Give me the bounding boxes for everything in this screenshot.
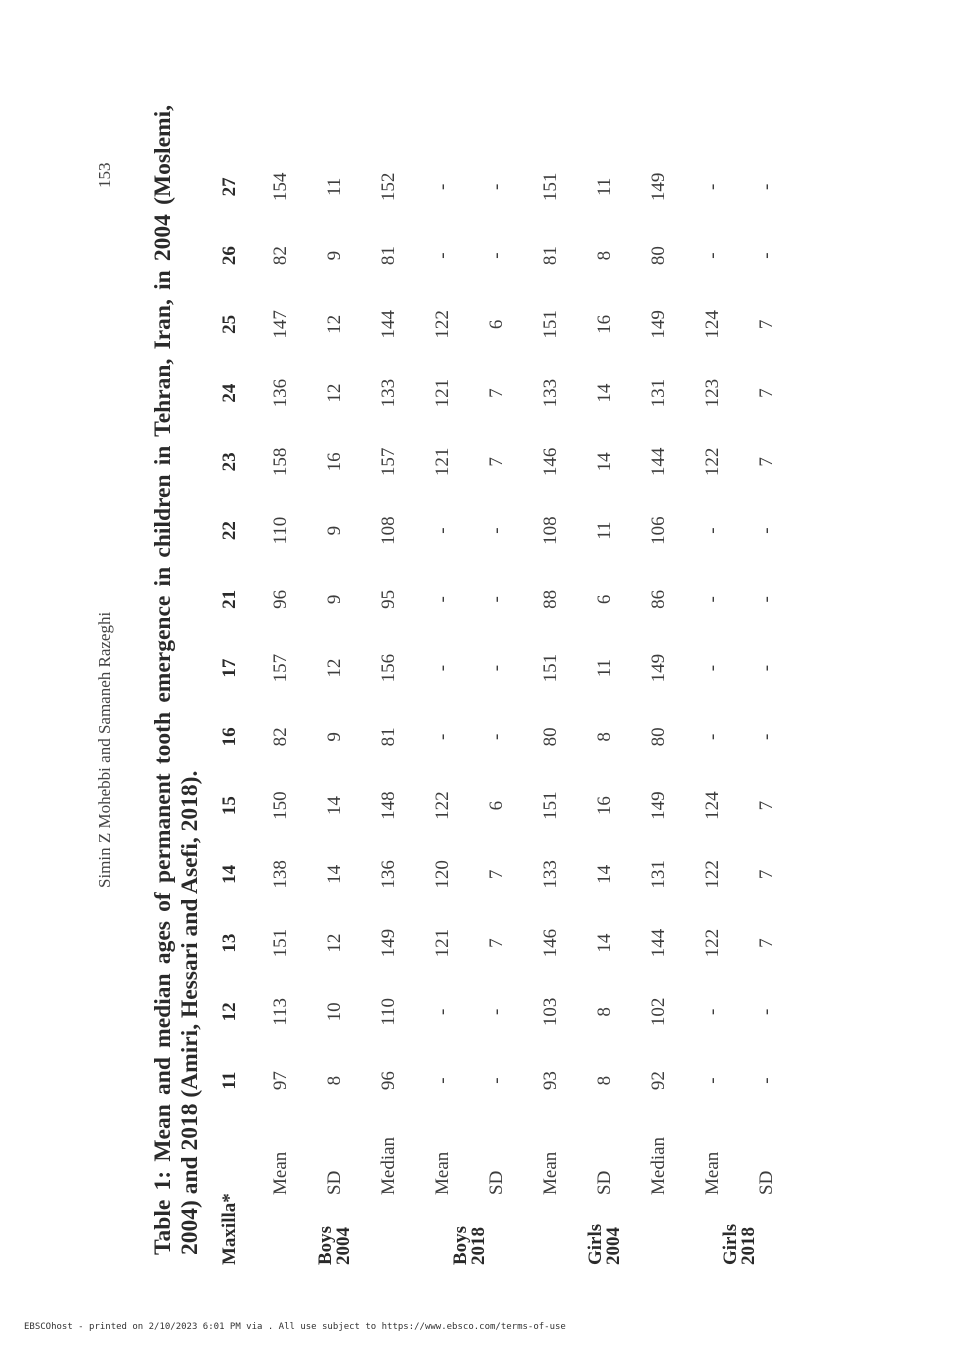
table-cell: -	[432, 252, 453, 259]
table-cell: 7	[486, 938, 507, 948]
table-cell: 81	[540, 246, 561, 266]
table-cell: 7	[756, 319, 777, 330]
table-cell: 8	[594, 1075, 615, 1086]
stat-label: Mean	[702, 1151, 723, 1195]
table-cell: 8	[594, 250, 615, 261]
table-cell: -	[432, 527, 453, 534]
table-cell: 9	[324, 732, 345, 742]
table-cell: 146	[540, 928, 561, 958]
tooth-header-21: 21	[218, 589, 240, 609]
stat-label: SD	[756, 1170, 777, 1195]
stat-label: Mean	[540, 1151, 561, 1195]
table-cell: 121	[432, 928, 453, 958]
corner-label: Maxilla*	[218, 1193, 240, 1265]
tooth-header-27: 27	[218, 177, 240, 197]
table-cell: 7	[756, 388, 777, 398]
tooth-header-26: 26	[218, 246, 240, 266]
table-cell: 108	[378, 516, 399, 545]
table-cell: 6	[594, 594, 615, 605]
table-cell: 151	[540, 172, 561, 202]
table-cell: 110	[270, 516, 291, 545]
table-cell: -	[756, 596, 777, 603]
table-cell: -	[486, 664, 507, 672]
table-cell: 7	[756, 938, 777, 948]
table-row	[578, 153, 632, 1266]
table-cell: -	[432, 596, 453, 603]
table-cell: -	[432, 1077, 453, 1084]
table-cell: 80	[540, 727, 561, 747]
table-cell: 93	[540, 1071, 561, 1091]
table-cell: 14	[594, 452, 615, 472]
table-cell: 97	[270, 1071, 291, 1091]
table-cell: 122	[702, 928, 723, 958]
table-cell: 120	[432, 860, 453, 889]
table-cell: -	[432, 664, 453, 672]
table-cell: 8	[324, 1075, 345, 1086]
table-cell: 151	[540, 653, 561, 683]
table-cell: -	[486, 1008, 507, 1016]
table-cell: 10	[324, 1002, 345, 1022]
table-container	[205, 155, 780, 1265]
table-cell: -	[702, 252, 723, 259]
table-row	[524, 153, 578, 1266]
table-cell: 7	[486, 388, 507, 398]
table-cell: -	[756, 183, 777, 191]
table-cell: -	[756, 664, 777, 672]
table-cell: 131	[648, 378, 669, 408]
table-cell: 121	[432, 447, 453, 477]
table-cell: 92	[648, 1071, 669, 1091]
tooth-header-24: 24	[218, 383, 240, 403]
table-cell: 124	[702, 310, 723, 339]
table-cell: 144	[648, 447, 669, 477]
table-cell: 12	[324, 658, 345, 678]
table-cell: -	[486, 1077, 507, 1084]
table-cell: -	[432, 1008, 453, 1016]
table-cell: 14	[324, 864, 345, 884]
table-row	[254, 153, 308, 1266]
tooth-header-11: 11	[218, 1071, 240, 1090]
table-cell: 8	[594, 1007, 615, 1017]
table-cell: -	[702, 183, 723, 191]
stat-label: Median	[648, 1136, 669, 1195]
tooth-header-25: 25	[218, 314, 240, 334]
table-cell: 11	[594, 658, 615, 678]
table-cell: 154	[270, 172, 291, 202]
table-cell: 151	[540, 310, 561, 339]
table-cell: -	[756, 1008, 777, 1016]
table-cell: -	[702, 733, 723, 741]
table-cell: 6	[486, 319, 507, 330]
table-cell: -	[702, 1008, 723, 1016]
table-cell: 156	[378, 653, 399, 683]
tooth-header-16: 16	[218, 727, 240, 747]
table-cell: 96	[378, 1071, 399, 1091]
table-cell: 14	[324, 796, 345, 816]
table-cell: -	[756, 252, 777, 259]
page-number: 153	[95, 162, 114, 188]
table-header-row	[205, 153, 254, 1266]
table-cell: 157	[270, 653, 291, 683]
table-caption: Table 1: Mean and median ages of permanent tooth emergence in children in Tehran, Iran, in 2004 (Moslemi, 2004) and 2018 (Amiri, Hessari and Asefi, 2018).	[150, 105, 203, 1255]
table-cell: -	[756, 733, 777, 741]
table-cell: 14	[594, 864, 615, 884]
table-cell: 136	[270, 378, 291, 408]
table-cell: 151	[540, 791, 561, 820]
table-cell: 11	[594, 177, 615, 197]
table-cell: 9	[324, 250, 345, 261]
group-label: Girls 2004	[585, 1223, 624, 1265]
table-cell: 108	[540, 516, 561, 545]
table-cell: 148	[378, 791, 399, 820]
table-cell: 144	[378, 310, 399, 339]
stat-label: SD	[594, 1170, 615, 1195]
table-cell: 122	[702, 447, 723, 477]
table-cell: 9	[324, 594, 345, 605]
table-row	[740, 153, 794, 1266]
table-cell: 7	[756, 457, 777, 467]
table-cell: 81	[378, 727, 399, 747]
table-cell: 121	[432, 378, 453, 408]
table-cell: 86	[648, 589, 669, 609]
table-cell: 147	[270, 310, 291, 339]
stat-label: SD	[486, 1170, 507, 1195]
table-cell: 138	[270, 860, 291, 889]
table-cell: 122	[432, 310, 453, 339]
table-cell: 149	[648, 172, 669, 202]
tooth-header-12: 12	[218, 1002, 240, 1022]
table-cell: -	[702, 596, 723, 603]
group-label: Boys 2004	[315, 1225, 354, 1265]
table-cell: -	[486, 733, 507, 741]
table-cell: 12	[324, 383, 345, 403]
stat-label: Mean	[432, 1151, 453, 1195]
table-cell: 113	[270, 997, 291, 1026]
table-cell: 96	[270, 589, 291, 609]
table-cell: 157	[378, 447, 399, 477]
table-cell: 7	[756, 869, 777, 880]
table-cell: 149	[648, 791, 669, 820]
table-cell: 102	[648, 997, 669, 1027]
table-cell: 16	[324, 452, 345, 472]
table-cell: 103	[540, 997, 561, 1027]
table-cell: 12	[324, 314, 345, 334]
table-cell: -	[486, 527, 507, 534]
group-label: Boys 2018	[450, 1225, 489, 1265]
table-cell: 110	[378, 997, 399, 1026]
table-cell: -	[432, 183, 453, 191]
tooth-header-17: 17	[218, 658, 240, 678]
tooth-header-14: 14	[218, 864, 240, 884]
table-cell: 136	[378, 860, 399, 889]
table-row	[686, 153, 740, 1266]
table-cell: 146	[540, 447, 561, 477]
table-body	[254, 153, 794, 1266]
table-cell: 133	[378, 378, 399, 408]
table-cell: 7	[486, 869, 507, 880]
table-cell: 16	[594, 796, 615, 816]
table-cell: 144	[648, 928, 669, 958]
table-cell: -	[756, 1077, 777, 1084]
table-cell: 81	[378, 246, 399, 266]
running-head: Simin Z Mohebbi and Samaneh Razeghi	[95, 611, 114, 888]
table-cell: -	[432, 733, 453, 741]
stat-label: Mean	[270, 1151, 291, 1195]
table-cell: 149	[378, 928, 399, 958]
table-cell: 149	[648, 310, 669, 339]
table-cell: 14	[594, 933, 615, 953]
table-cell: 6	[486, 800, 507, 811]
table-cell: 124	[702, 791, 723, 820]
table-cell: 80	[648, 246, 669, 266]
group-label: Girls 2018	[720, 1223, 759, 1265]
table-cell: 11	[594, 521, 615, 540]
stat-label: SD	[324, 1170, 345, 1195]
table-cell: 80	[648, 727, 669, 747]
table-cell: 95	[378, 589, 399, 609]
print-footer: EBSCOhost - printed on 2/10/2023 6:01 PM via . All use subject to https://www.ebsco.com/terms-of-use	[24, 1322, 566, 1332]
table-cell: -	[756, 527, 777, 534]
tooth-emergence-table	[205, 153, 794, 1266]
table-cell: -	[486, 183, 507, 191]
tooth-header-22: 22	[218, 521, 240, 541]
table-cell: 158	[270, 447, 291, 477]
table-cell: 106	[648, 516, 669, 545]
table-cell: 7	[756, 800, 777, 811]
table-cell: -	[486, 252, 507, 259]
table-cell: 151	[270, 928, 291, 958]
table-cell: 123	[702, 378, 723, 408]
table-row	[362, 153, 416, 1266]
table-cell: 133	[540, 378, 561, 408]
table-cell: 152	[378, 172, 399, 202]
table-row	[632, 153, 686, 1266]
table-cell: 131	[648, 860, 669, 889]
table-cell: 14	[594, 383, 615, 403]
table-cell: 12	[324, 933, 345, 953]
table-cell: 7	[486, 457, 507, 467]
table-cell: -	[486, 596, 507, 603]
table-cell: 16	[594, 314, 615, 334]
table-row	[470, 153, 524, 1266]
table-cell: 122	[702, 860, 723, 889]
table-cell: -	[702, 1077, 723, 1084]
table-cell: 88	[540, 589, 561, 609]
stat-label: Median	[378, 1136, 399, 1195]
table-cell: 149	[648, 653, 669, 683]
table-cell: -	[702, 527, 723, 534]
table-cell: 9	[324, 525, 345, 536]
table-cell: 82	[270, 727, 291, 747]
table-cell: 133	[540, 860, 561, 889]
table-cell: 82	[270, 246, 291, 266]
table-cell: -	[702, 664, 723, 672]
tooth-header-13: 13	[218, 933, 240, 953]
table-cell: 8	[594, 732, 615, 742]
table-cell: 150	[270, 791, 291, 820]
table-row	[308, 153, 362, 1266]
tooth-header-15: 15	[218, 796, 240, 816]
tooth-header-23: 23	[218, 452, 240, 472]
table-row	[416, 153, 470, 1266]
table-cell: 11	[324, 177, 345, 197]
table-cell: 122	[432, 791, 453, 820]
